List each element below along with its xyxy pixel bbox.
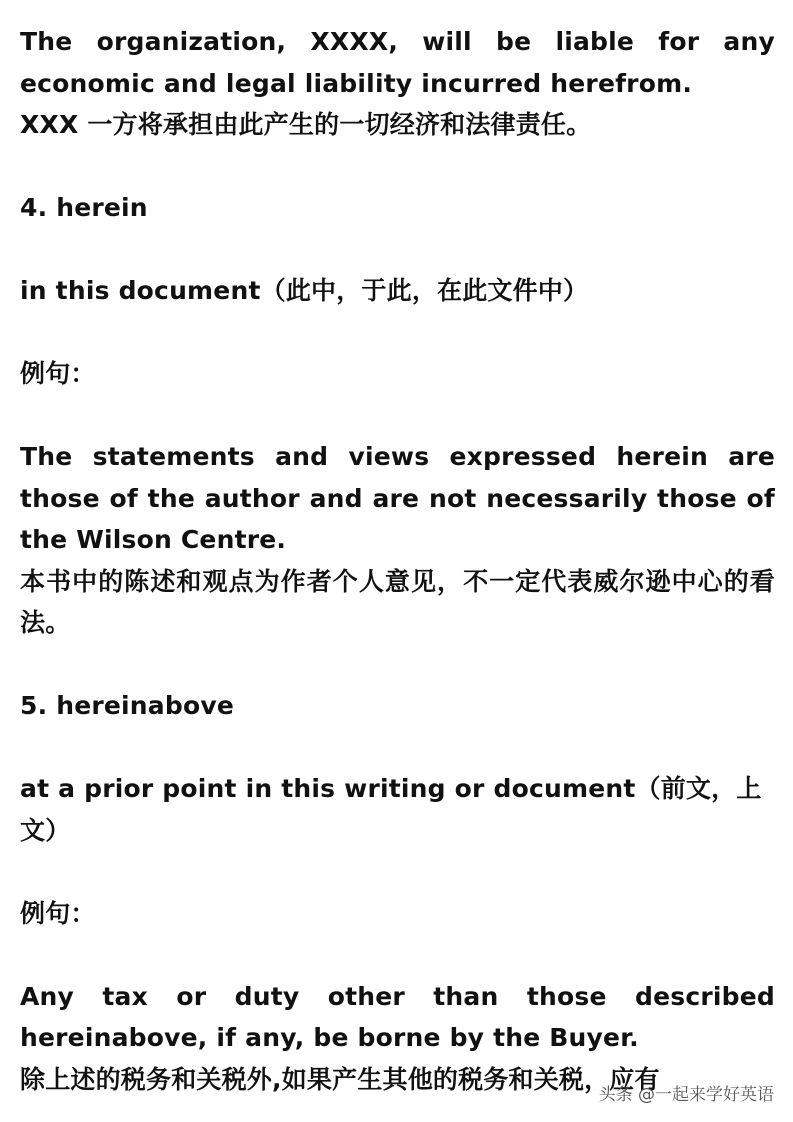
spacer bbox=[20, 727, 775, 769]
spacer bbox=[20, 934, 775, 976]
example-sentence-english: The statements and views expressed herein are those of the author and are not necessarily those of the Wilson Centre. bbox=[20, 442, 775, 554]
example-sentence-english: Any tax or duty other than those described hereinabove, if any, be borne by the Buyer. bbox=[20, 981, 775, 1052]
spacer bbox=[20, 644, 775, 686]
example-label: 例句： bbox=[20, 359, 96, 388]
spacer bbox=[20, 146, 775, 188]
term-heading-hereinabove: 5. hereinabove bbox=[20, 691, 234, 720]
example-label: 例句： bbox=[20, 898, 96, 928]
spacer bbox=[20, 395, 775, 437]
example-sentence-english: The organization, XXXX, will be liable for any economic and legal liability incurred herefrom. bbox=[20, 27, 775, 98]
spacer bbox=[20, 229, 775, 271]
spacer bbox=[20, 851, 775, 893]
term-definition-herein: in this document（此中，于此，在此文件中） bbox=[20, 276, 589, 305]
document-body bbox=[20, 21, 775, 1100]
term-definition-hereinabove: at a prior point in this writing or document（前文，上文） bbox=[20, 774, 762, 845]
example-sentence-chinese: XXX 一方将承担由此产生的一切经济和法律责任。 bbox=[20, 110, 592, 139]
example-sentence-chinese: 本书中的陈述和观点为作者个人意见，不一定代表威尔逊中心的看法。 bbox=[20, 566, 775, 637]
source-watermark: 头条 @一起来学好英语 bbox=[598, 1085, 774, 1105]
spacer bbox=[20, 312, 775, 354]
example-sentence-chinese: 除上述的税务和关税外,如果产生其他的税务和关税，应有 bbox=[20, 1064, 660, 1094]
term-heading-herein: 4. herein bbox=[20, 193, 148, 222]
